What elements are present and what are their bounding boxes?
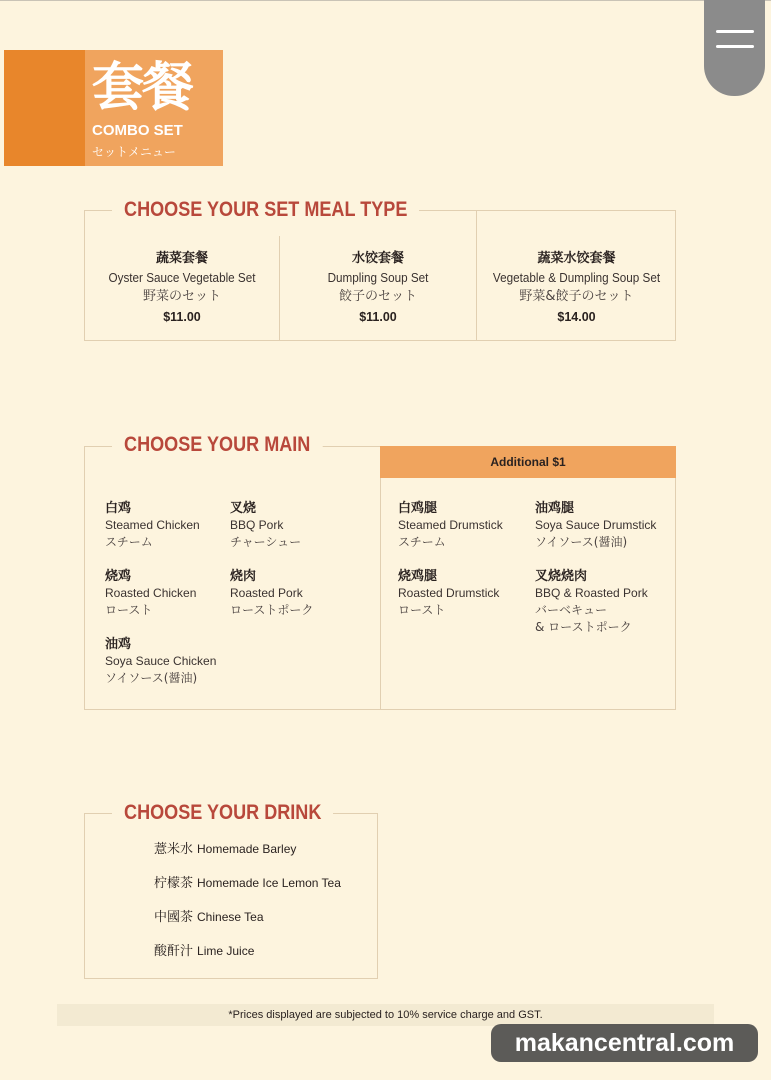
set-meal-heading: CHOOSE YOUR SET MEAL TYPE: [112, 198, 419, 222]
main-item[interactable]: [105, 568, 196, 619]
main-item[interactable]: [230, 568, 313, 619]
additional-item[interactable]: [535, 500, 656, 551]
additional-item-jp: スチーム: [398, 535, 446, 549]
main-item[interactable]: [105, 500, 200, 551]
additional-item-cn: 油鸡腿: [535, 501, 575, 516]
additional-item-cn: 白鸡腿: [398, 501, 438, 516]
menu-button[interactable]: [704, 0, 765, 96]
drink-item[interactable]: [154, 838, 296, 857]
footer-note: *Prices displayed are subjected to 10% service charge and GST.: [57, 1004, 714, 1026]
set-meal-option[interactable]: [280, 249, 476, 328]
watermark: makancentral.com: [491, 1024, 758, 1062]
main-item-jp: ロースト: [105, 603, 153, 617]
set-meal-name-jp: 野菜のセット: [142, 289, 221, 304]
main-item-en: Roasted Pork: [230, 586, 303, 600]
drink-name-cn: 薏米水: [154, 842, 194, 857]
additional-item-cn: 烧鸡腿: [398, 569, 438, 584]
set-meal-option[interactable]: [84, 249, 280, 328]
top-border: [0, 0, 771, 1]
header-title-cn: 套餐: [92, 58, 193, 118]
set-meal-price: $11.00: [359, 310, 397, 324]
main-item-en: Soya Sauce Chicken: [105, 654, 217, 668]
set-meal-name-en: Dumpling Soup Set: [327, 270, 429, 285]
main-item-cn: 烧肉: [230, 569, 257, 584]
main-item-jp: ソイソース(醤油): [105, 671, 198, 685]
additional-item-jp-line2: & ローストポーク: [535, 620, 632, 634]
main-item[interactable]: [105, 636, 216, 687]
set-meal-name-cn: 水饺套餐: [351, 251, 404, 266]
main-item-cn: 油鸡: [105, 637, 132, 652]
additional-item-en: BBQ & Roasted Pork: [535, 586, 648, 600]
additional-item-en: Roasted Drumstick: [398, 586, 500, 600]
drinks-heading: CHOOSE YOUR DRINK: [112, 801, 333, 825]
additional-item-jp: ソイソース(醤油): [535, 535, 628, 549]
main-item-jp: チャーシュー: [230, 535, 302, 549]
drink-item[interactable]: [154, 940, 254, 959]
drink-name-cn: 中國茶: [154, 910, 194, 925]
set-meal-price: $11.00: [163, 310, 201, 324]
main-item-jp: スチーム: [105, 535, 153, 549]
set-meal-price: $14.00: [557, 310, 596, 324]
drink-item[interactable]: [154, 872, 341, 891]
main-heading: CHOOSE YOUR MAIN: [112, 433, 322, 457]
drink-item[interactable]: [154, 906, 264, 925]
additional-charge-label: Additional $1: [380, 446, 676, 478]
drink-name-en: Homemade Barley: [197, 842, 297, 856]
additional-item[interactable]: [398, 568, 499, 619]
main-item[interactable]: [230, 500, 301, 551]
main-item-cn: 叉烧: [230, 501, 257, 516]
additional-item[interactable]: [398, 500, 503, 551]
drink-name-cn: 酸酐汁: [154, 944, 194, 959]
set-meal-name-cn: 蔬菜套餐: [155, 251, 208, 266]
additional-item-jp: ロースト: [398, 603, 446, 617]
drink-name-en: Lime Juice: [197, 944, 255, 958]
additional-item-en: Steamed Drumstick: [398, 518, 503, 532]
set-meal-name-en: Vegetable & Dumpling Soup Set: [492, 270, 661, 285]
main-item-en: BBQ Pork: [230, 518, 284, 532]
set-meal-name-en: Oyster Sauce Vegetable Set: [108, 270, 256, 285]
header-title-jp: セットメニュー: [92, 145, 176, 159]
main-item-jp: ローストポーク: [230, 603, 314, 617]
additional-item[interactable]: [535, 568, 648, 636]
main-item-cn: 烧鸡: [105, 569, 132, 584]
header-accent-block: [4, 50, 85, 166]
main-item-en: Roasted Chicken: [105, 586, 197, 600]
header-title-en: COMBO SET: [92, 122, 183, 139]
main-item-en: Steamed Chicken: [105, 518, 200, 532]
drink-name-en: Chinese Tea: [197, 910, 264, 924]
main-divider: [380, 478, 381, 710]
drink-name-cn: 柠檬茶: [154, 876, 194, 891]
set-meal-name-cn: 蔬菜水饺套餐: [537, 251, 616, 266]
additional-item-jp: バーベキュー: [535, 603, 608, 617]
set-meal-option[interactable]: [477, 249, 676, 328]
main-item-cn: 白鸡: [105, 501, 132, 516]
drink-name-en: Homemade Ice Lemon Tea: [197, 876, 341, 890]
additional-item-en: Soya Sauce Drumstick: [535, 518, 657, 532]
additional-item-cn: 叉烧烧肉: [535, 569, 588, 584]
set-meal-name-jp: 野菜&餃子のセット: [519, 289, 634, 304]
set-meal-name-jp: 餃子のセット: [338, 289, 417, 304]
